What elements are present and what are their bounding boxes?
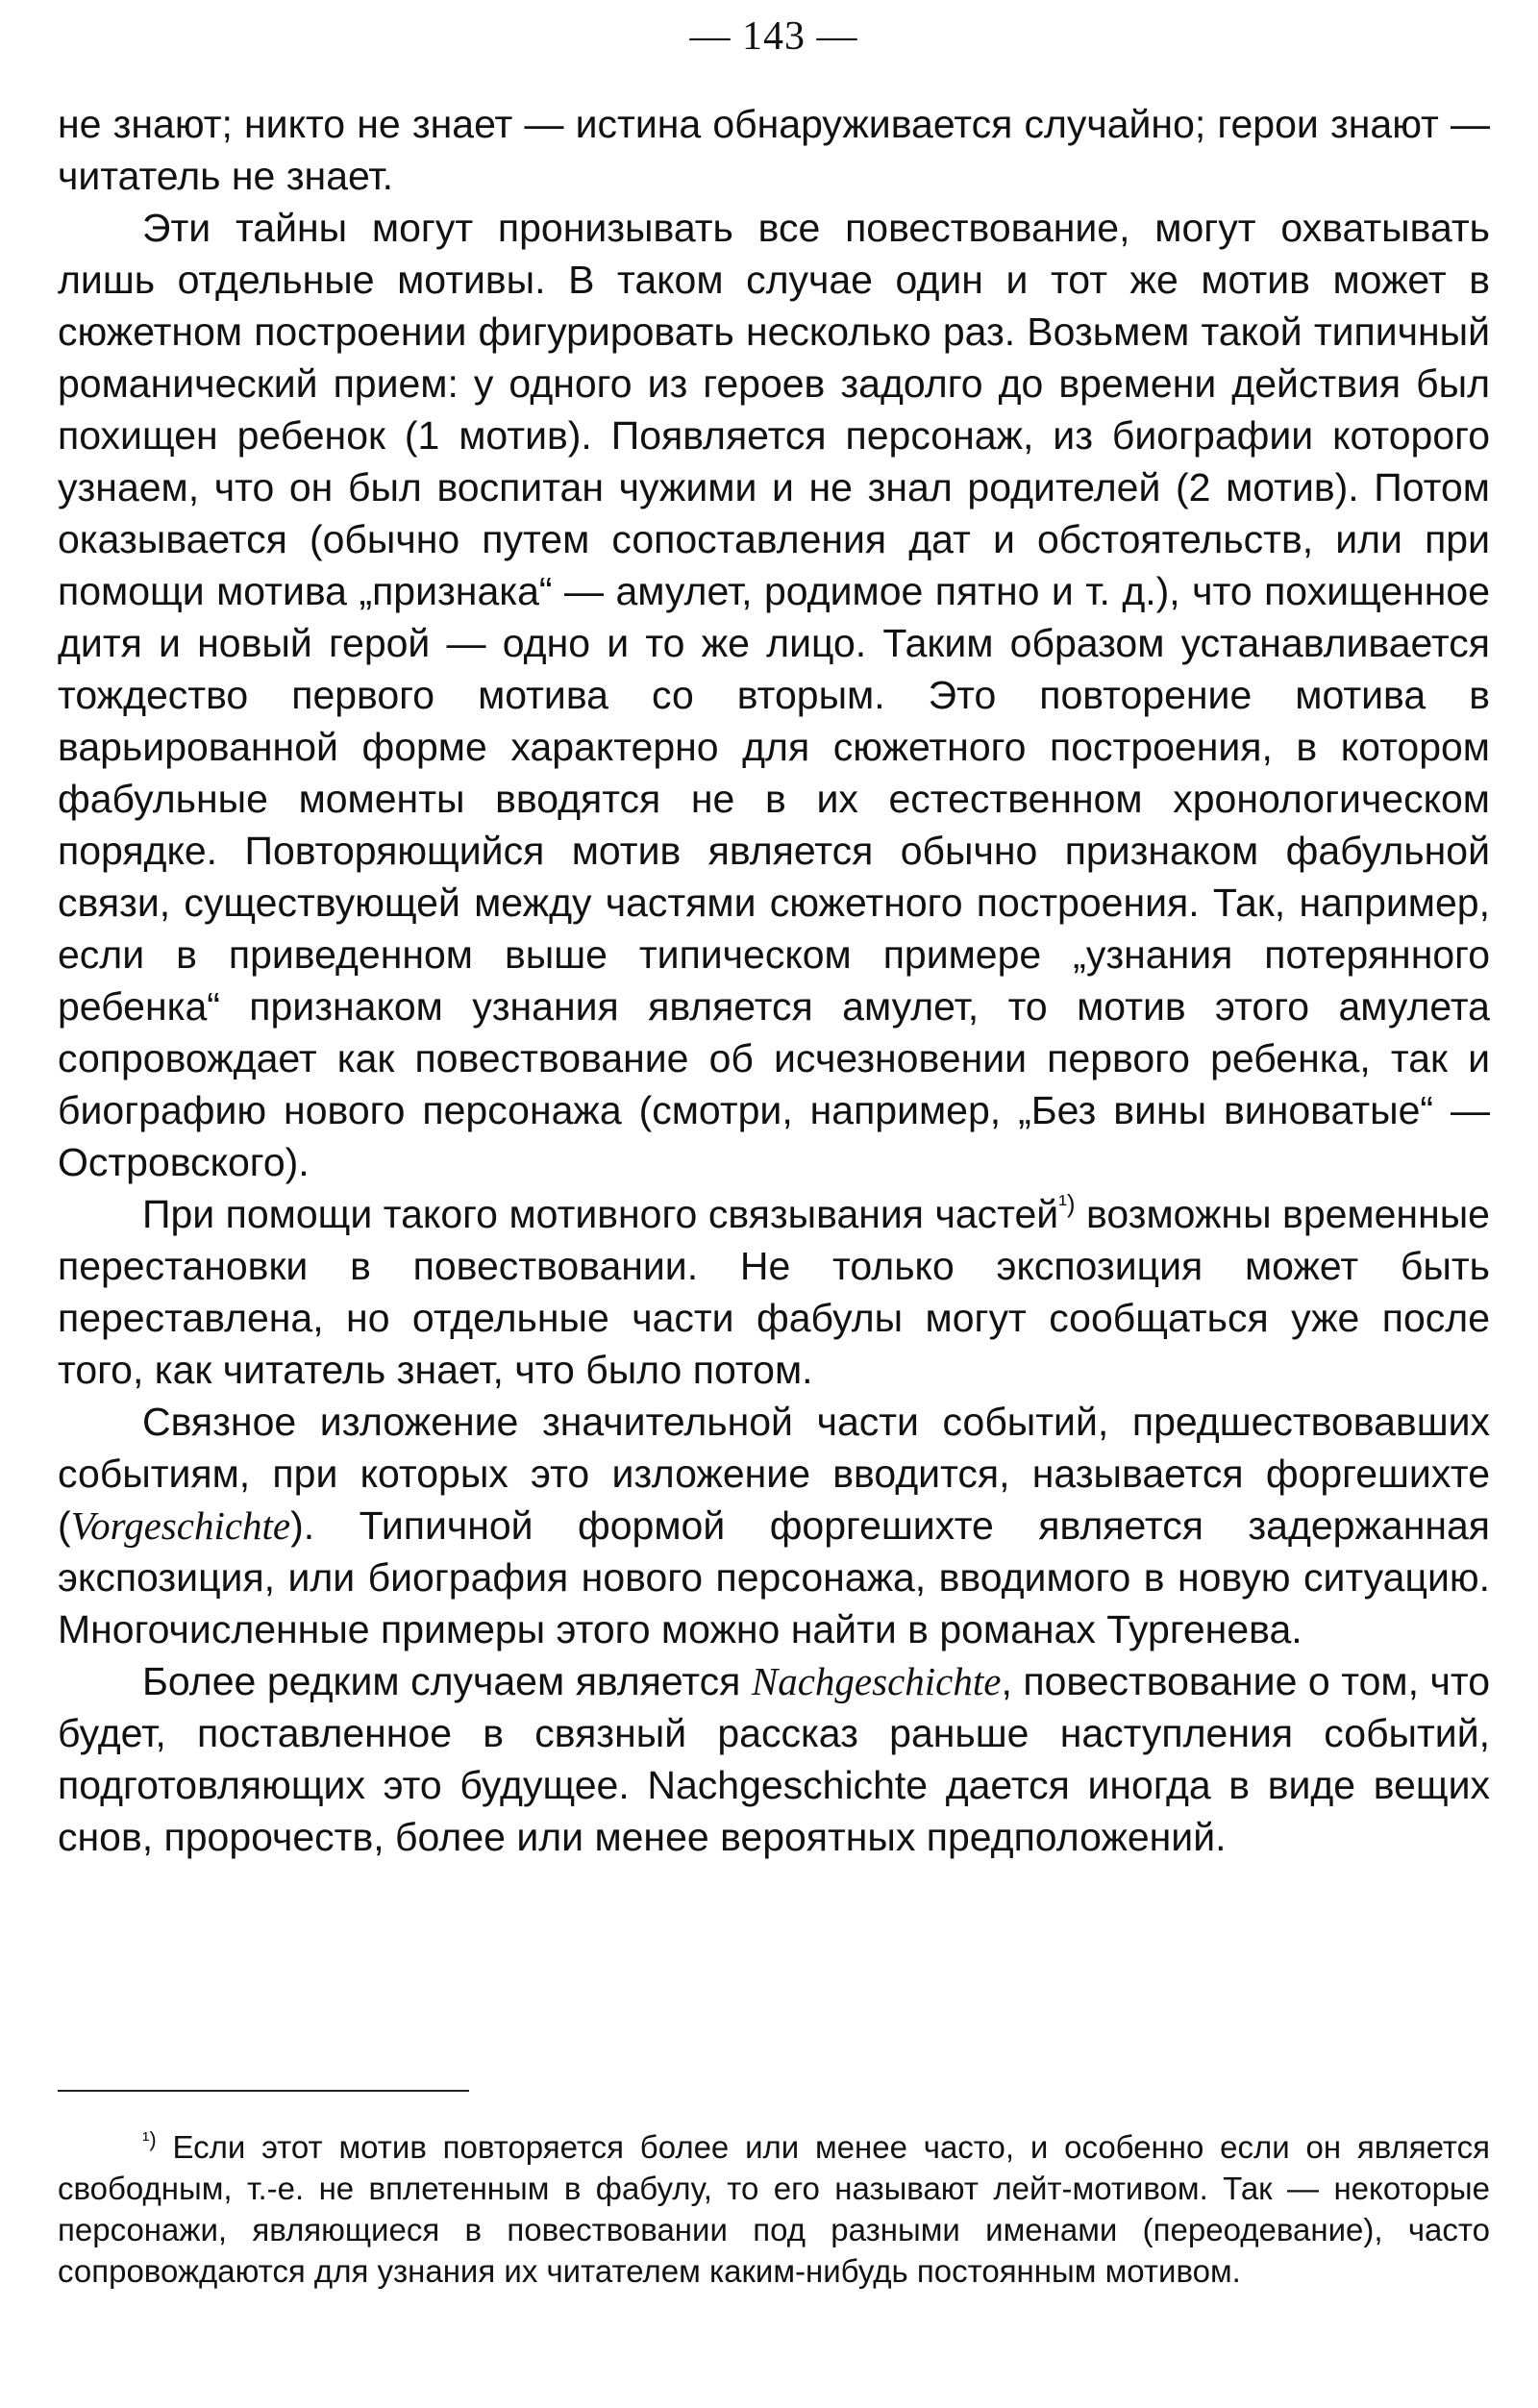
paragraph-time-shifts bbox=[58, 1188, 1490, 1396]
footnote-marker: ¹) bbox=[1058, 1189, 1076, 1218]
term-nachgeschichte: Nachgeschichte bbox=[751, 1659, 1002, 1703]
footnote-text: Если этот мотив повторяется более или менее часто, и особенно если он является свободным, т.-е. не вплетенным в фабулу, то его называют лейт-мотивом. Так — некоторые персонажи, являющиеся в повествовании под разными именами (переодевание), часто сопровождаются для узнания их читателем каким-нибудь постоянным мотивом. bbox=[58, 2129, 1490, 2289]
footnote bbox=[58, 2126, 1490, 2292]
footnote-number: ¹) bbox=[142, 2127, 157, 2151]
paragraph-time-shifts-text-start: При помощи такого мотивного связывания частей bbox=[142, 1192, 1059, 1236]
paragraph-time-shifts-text-end: возможны временные перестановки в повествовании. Не только экспозиция может быть переставлена, но отдельные части фабулы могут сообщаться уже после того, как читатель знает, что было потом. bbox=[58, 1192, 1490, 1392]
main-text bbox=[58, 98, 1490, 1863]
term-vorgeschichte: Vorgeschichte bbox=[70, 1503, 291, 1548]
paragraph-vorgeschichte-text-start: Связное изложение значительной части событий, предшествовавших событиям, при которых это изложение вводится, называется форгешихте ( bbox=[58, 1400, 1490, 1548]
paragraph-continuation: не знают; никто не знает — истина обнаруживается случайно; герои знают — читатель не знает. bbox=[58, 102, 1490, 198]
paragraph-vorgeschichte-text-end: ). Типичной формой форгешихте является задержанная экспозиция, или биография нового персонажа, вводимого в новую ситуацию. Многочисленные примеры этого можно найти в романах Тургенева. bbox=[58, 1503, 1490, 1651]
paragraph-nachgeschichte-text-start: Более редким случаем является bbox=[142, 1659, 752, 1703]
footnote-divider bbox=[58, 2090, 469, 2092]
paragraph-vorgeschichte bbox=[58, 1396, 1490, 1655]
book-page bbox=[58, 0, 1490, 2408]
paragraph-secrets-motifs: Эти тайны могут пронизывать все повествование, могут охватывать лишь отдельные мотивы. В таком случае один и тот же мотив может в сюжетном построении фигурировать несколько раз. Возьмем такой типичный романический прием: у одного из героев задолго до времени действия был похищен ребенок (1 мотив). Появляется персонаж, из биографии которого узнаем, что он был воспитан чужими и не знал родителей (2 мотив). Потом оказывается (обычно путем сопоставления дат и обстоятельств, или при помощи мотива „признака“ — амулет, родимое пятно и т. д.), что похищенное дитя и новый герой — одно и то же лицо. Таким образом устанавливается тождество первого мотива со вторым. Это повторение мотива в варьированной форме характерно для сюжетного построения, в котором фабульные моменты вводятся не в их естественном хронологическом порядке. Повторяющийся мотив является обычно признаком фабульной связи, существующей между частями сюжетного построения. Так, например, если в приведенном выше типическом примере „узнания потерянного ребенка“ признаком узнания является амулет, то мотив этого амулета сопровождает как повествование об исчезновении первого ребенка, так и биографию нового персонажа (смотри, например, „Без вины виноватые“ — Островского). bbox=[58, 206, 1490, 1184]
paragraph-nachgeschichte bbox=[58, 1655, 1490, 1863]
paragraph-nachgeschichte-text-end: , повествование о том, что будет, поставленное в связный рассказ раньше наступления событий, подготовляющих это будущее. Nachgeschichte дается иногда в виде вещих снов, пророчеств, более или менее вероятных предположений. bbox=[58, 1659, 1490, 1859]
page-number: — 143 — bbox=[689, 14, 858, 59]
